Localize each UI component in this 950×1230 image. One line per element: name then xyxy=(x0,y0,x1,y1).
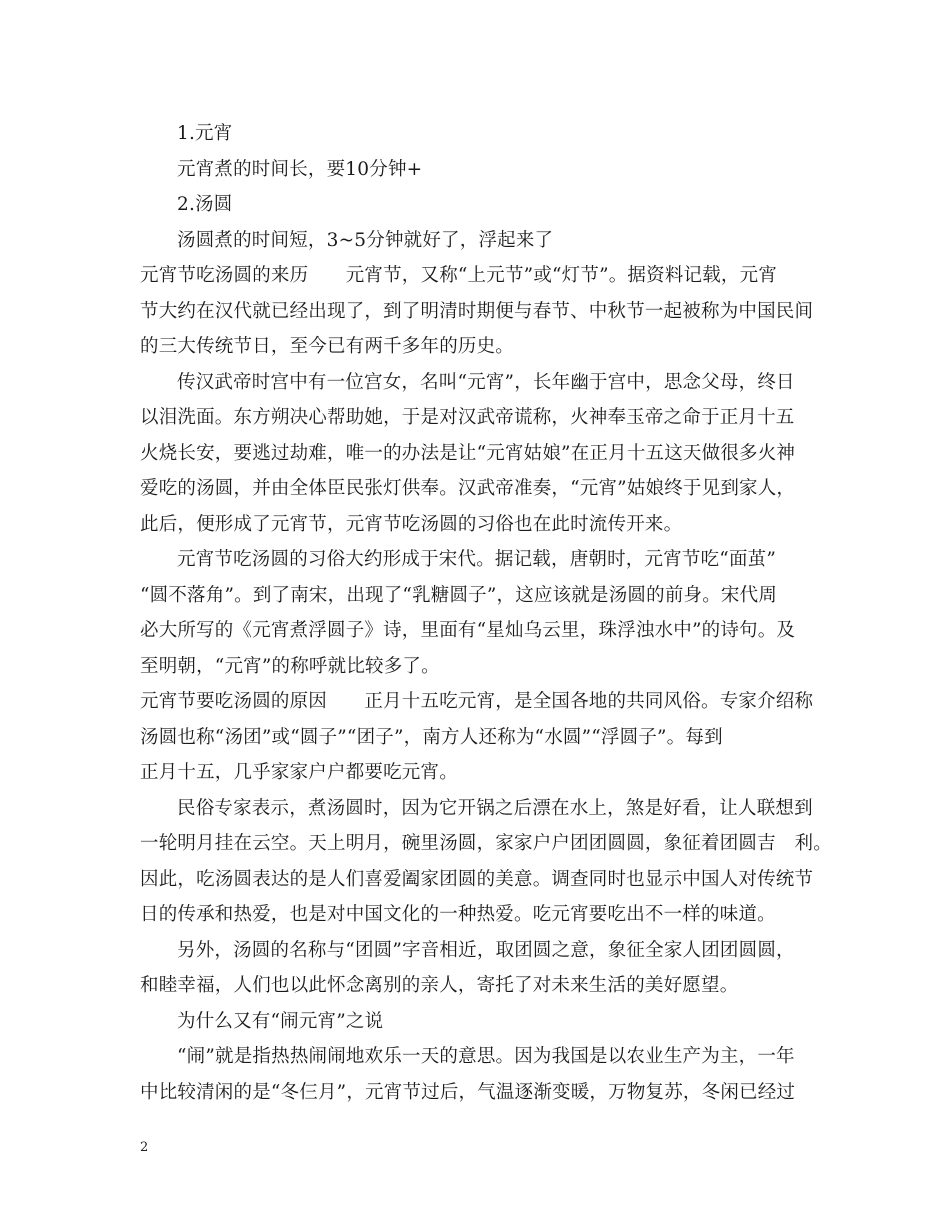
text-line: 此后，便形成了元宵节，元宵节吃汤圆的习俗也在此时流传开来。 xyxy=(140,513,683,535)
text-line: 元宵节要吃汤圆的原因 正月十五吃元宵，是全国各地的共同风俗。专家介绍称 xyxy=(140,691,814,712)
text-line: 和睦幸福，人们也以此怀念离别的亲人，寄托了对未来生活的美好愿望。 xyxy=(140,975,739,996)
text-line: 因此，吃汤圆表达的是人们喜爱阖家团圆的美意。调查同时也显示中国人对传统节 xyxy=(140,868,814,890)
text-line: 汤圆煮的时间短，3~5分钟就好了，浮起来了 xyxy=(177,229,554,251)
text-line: 爱吃的汤圆，并由全体臣民张灯供奉。汉武帝准奏，“元宵”姑娘终于见到家人， xyxy=(140,478,796,499)
text-line: 至明朝，“元宵”的称呼就比较多了。 xyxy=(140,655,440,677)
text-line: 火烧长安，要逃过劫难，唯一的办法是让“元宵姑娘”在正月十五这天做很多火神 xyxy=(140,442,796,464)
text-line: 一轮明月挂在云空。天上明月，碗里汤圆，家家户户团团圆圆，象征着团圆吉 利。 xyxy=(140,833,832,854)
text-line: 汤圆也称“汤团”或“圆子”“团子”，南方人还称为“水圆”“浮圆子”。每到 xyxy=(140,726,723,748)
text-line: 必大所写的《元宵煮浮圆子》诗，里面有“星灿乌云里，珠浮浊水中”的诗句。及 xyxy=(140,620,796,641)
text-line: 元宵煮的时间长，要10分钟+ xyxy=(177,158,423,180)
text-line: 1.元宵 xyxy=(177,123,233,144)
text-line: 2.汤圆 xyxy=(177,194,233,215)
text-line: 节大约在汉代就已经出现了，到了明清时期便与春节、中秋节一起被称为中国民间 xyxy=(140,300,814,322)
page-number: 2 xyxy=(140,1140,149,1155)
text-line: 民俗专家表示，煮汤圆时，因为它开锅之后漂在水上，煞是好看，让人联想到 xyxy=(177,797,813,819)
document-body xyxy=(140,116,832,1110)
text-line: 日的传承和热爱，也是对中国文化的一种热爱。吃元宵要吃出不一样的味道。 xyxy=(140,904,776,925)
text-line: 元宵节吃汤圆的来历 元宵节，又称“上元节”或“灯节”。据资料记载，元宵 xyxy=(140,265,778,286)
text-line: 中比较清闲的是“冬仨月”，元宵节过后，气温逐渐变暖，万物复苏，冬闲已经过 xyxy=(140,1081,796,1103)
text-line: “圆不落角”。到了南宋，出现了“乳糖圆子”，这应该就是汤圆的前身。宋代周 xyxy=(140,584,778,606)
text-line: 为什么又有“闹元宵”之说 xyxy=(177,1010,384,1032)
text-line: 正月十五，几乎家家户户都要吃元宵。 xyxy=(140,762,458,783)
text-line: 元宵节吃汤圆的习俗大约形成于宋代。据记载，唐朝时，元宵节吃“面茧” xyxy=(177,549,777,570)
text-line: 以泪洗面。东方朔决心帮助她，于是对汉武帝谎称，火神奉玉帝之命于正月十五 xyxy=(140,407,795,428)
text-line: 传汉武帝时宫中有一位宫女，名叫“元宵”，长年幽于宫中，思念父母，终日 xyxy=(177,371,795,393)
text-line: 的三大传统节日，至今已有两千多年的历史。 xyxy=(140,336,515,357)
text-line: 另外，汤圆的名称与“团圆”字音相近，取团圆之意，象征全家人团团圆圆， xyxy=(177,939,795,961)
text-line: “闹”就是指热热闹闹地欢乐一天的意思。因为我国是以农业生产为主，一年 xyxy=(177,1046,795,1067)
